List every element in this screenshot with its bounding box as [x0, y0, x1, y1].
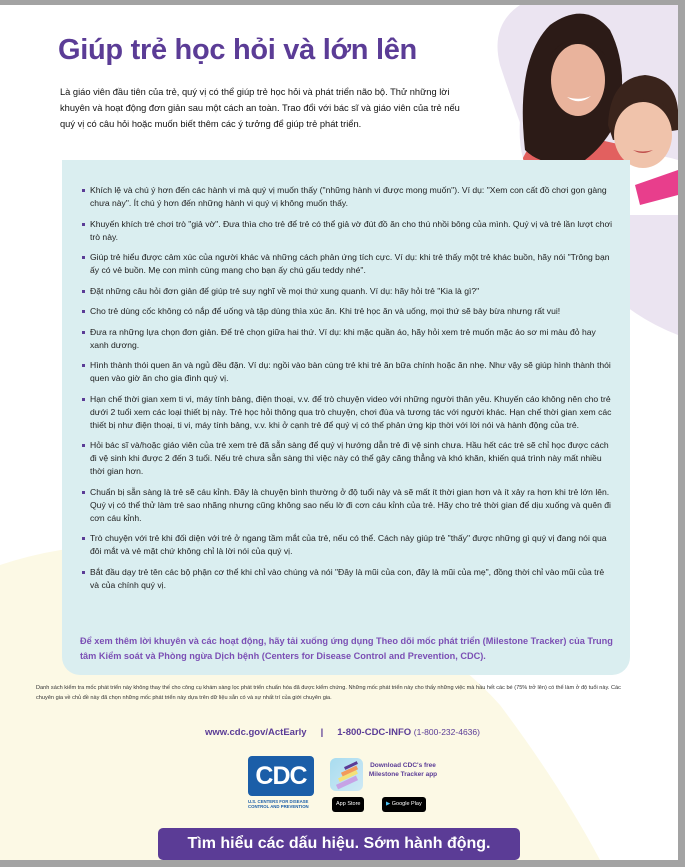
intro-paragraph: Là giáo viên đầu tiên của trẻ, quý vị có thể giúp trẻ học hỏi và phát triển não bộ. Thử những lời khuyên và hoạt động đơn giản sau một cách an toàn. Trao đổi với bác sĩ và giáo viên của trẻ nếu quý vị có câu hỏi hoặc muốn biết thêm các ý tưởng để giúp trẻ phát triển. [60, 87, 460, 129]
tip-item: Khích lệ và chú ý hơn đến các hành vi mà quý vị muốn thấy ("những hành vi được mong muốn"). Ví dụ: "Xem con cất đồ chơi gọn gàng chưa này". Ít chú ý hơn đến những hành vi quý vị không muốn thấy. [82, 184, 614, 210]
phone-label: 1-800-CDC-INFO [337, 727, 412, 738]
more-info-text: Để xem thêm lời khuyên và các hoạt động, hãy tải xuống ứng dụng Theo dõi mốc phát triển (Milestone Tracker) của Trung tâm Kiểm soát và Phòng ngừa Dịch bệnh (Centers for Disease Control and Prevention, CDC). [80, 636, 613, 661]
tip-item: Giúp trẻ hiểu được cảm xúc của người khác và những cách phản ứng tích cực. Ví dụ: khi trẻ thấy một trẻ khác buồn, hãy nói "Trông bạn ấy có vẻ buồn. Mẹ con mình cùng mang cho bạn ấy chú gấu teddy nhé". [82, 251, 614, 277]
tip-item: Hạn chế thời gian xem ti vi, máy tính bảng, điện thoại, v.v. để trò chuyện video với những người thân yêu. Khuyến cáo không nên cho trẻ dưới 2 tuổi xem các loại thiết bị này. Trẻ học hỏi thông qua trò chuyện, chơi đùa và tương tác với người khác. Hạn chế thời gian xem các thiết bị như điện thoại, ti vi, máy tính bảng, v.v. khi ở cạnh trẻ để quý vị có thể phản ứng kịp thời với lời nói và hành động của trẻ. [82, 393, 614, 432]
app-download-text: Download CDC's free Milestone Tracker app [368, 762, 438, 778]
tip-item: Bắt đầu dạy trẻ tên các bộ phận cơ thể khi chỉ vào chúng và nói "Đây là mũi của con, đây là mũi của mẹ", đồng thời chỉ vào mũi của trẻ và của chính quý vị. [82, 566, 614, 592]
tip-item: Chuẩn bị sẵn sàng là trẻ sẽ cáu kỉnh. Đây là chuyện bình thường ở độ tuổi này và sẽ mất ít thời gian hơn và ít xảy ra hơn khi trẻ lớn lên. Quý vị có thể thử làm trẻ sao nhãng nhưng cũng không sao nếu lờ đi cơn cáu kỉnh của trẻ. Hãy cho trẻ thời gian để dịu xuống và quên đi cơn cáu kỉnh. [82, 486, 614, 525]
disclaimer: Danh sách kiểm tra mốc phát triển này không thay thế cho công cụ khám sàng lọc phát triển chuẩn hóa đã được kiểm chứng. Những mốc phát triển này cho thấy những việc mà hầu hết các bé (75% trở lên) có thể làm ở độ tuổi này. Các chuyên gia về chủ đề này đã chọn những mốc phát triển này dựa trên dữ liệu sẵn có và sự nhất trí của giới chuyên gia. [36, 685, 621, 701]
tip-item: Hỏi bác sĩ và/hoặc giáo viên của trẻ xem trẻ đã sẵn sàng để quý vị hướng dẫn trẻ đi vệ sinh chưa. Hầu hết các trẻ sẽ chỉ học được cách đi vệ sinh khi được 2 đến 3 tuổi. Nếu trẻ chưa sẵn sàng thì việc này có thể gây căng thẳng và khó khăn, khiến quá trình này mất nhiều thời gian hơn. [82, 439, 614, 478]
cdc-logo-subtitle: U.S. CENTERS FOR DISEASE CONTROL AND PREVENTION [248, 799, 309, 809]
tip-item: Khuyến khích trẻ chơi trò "giả vờ". Đưa thìa cho trẻ để trẻ có thể giả vờ đút đồ ăn cho thú nhồi bông của mình. Quý vị và trẻ lần lượt chơi trò này. [82, 218, 614, 244]
website-link[interactable]: www.cdc.gov/ActEarly [205, 727, 307, 738]
milestone-app-icon [330, 758, 363, 791]
contact-line [0, 727, 685, 738]
tips-panel [62, 160, 630, 675]
tip-item: Trò chuyện với trẻ khi đối diện với trẻ ở ngang tầm mắt của trẻ, nếu có thể. Cách này giúp trẻ "thấy" được những gì quý vị đang nói qua đôi mắt và vẻ mặt chứ không chỉ là lời nói của quý vị. [82, 532, 614, 558]
app-store-label: App Store [336, 801, 361, 807]
google-play-badge[interactable] [382, 797, 426, 812]
cdc-logo [248, 756, 318, 809]
google-play-label: Google Play [391, 801, 422, 807]
page-title: Giúp trẻ học hỏi và lớn lên [58, 34, 417, 66]
tip-item: Cho trẻ dùng cốc không có nắp để uống và tập dùng thìa xúc ăn. Khi trẻ học ăn và uống, mọi thứ sẽ bày bừa nhưng rất vui! [82, 305, 614, 318]
separator: | [320, 727, 324, 738]
app-store-badge[interactable] [332, 797, 364, 812]
tip-item: Đặt những câu hỏi đơn giản để giúp trẻ suy nghĩ về mọi thứ xung quanh. Ví dụ: hãy hỏi trẻ "Kia là gì?" [82, 285, 614, 298]
tips-list [82, 184, 614, 599]
play-icon: ▶ [386, 801, 391, 807]
milestone-app-promo [330, 758, 440, 792]
tip-item: Hình thành thói quen ăn và ngủ đều đặn. Ví dụ: ngồi vào bàn cùng trẻ khi trẻ ăn bữa chính hoặc ăn nhẹ. Như vậy sẽ giúp hình thành thói quen vào giờ ăn cho gia đình quý vị. [82, 359, 614, 385]
tip-item: Đưa ra những lựa chọn đơn giản. Để trẻ chọn giữa hai thứ. Ví dụ: khi mặc quần áo, hãy hỏi xem trẻ muốn mặc áo sơ mi màu đỏ hay xanh dương. [82, 326, 614, 352]
slogan-banner: Tìm hiểu các dấu hiệu. Sớm hành động. [158, 828, 520, 860]
cdc-logo-text: CDC [255, 762, 307, 790]
phone-number: (1-800-232-4636) [413, 727, 480, 737]
